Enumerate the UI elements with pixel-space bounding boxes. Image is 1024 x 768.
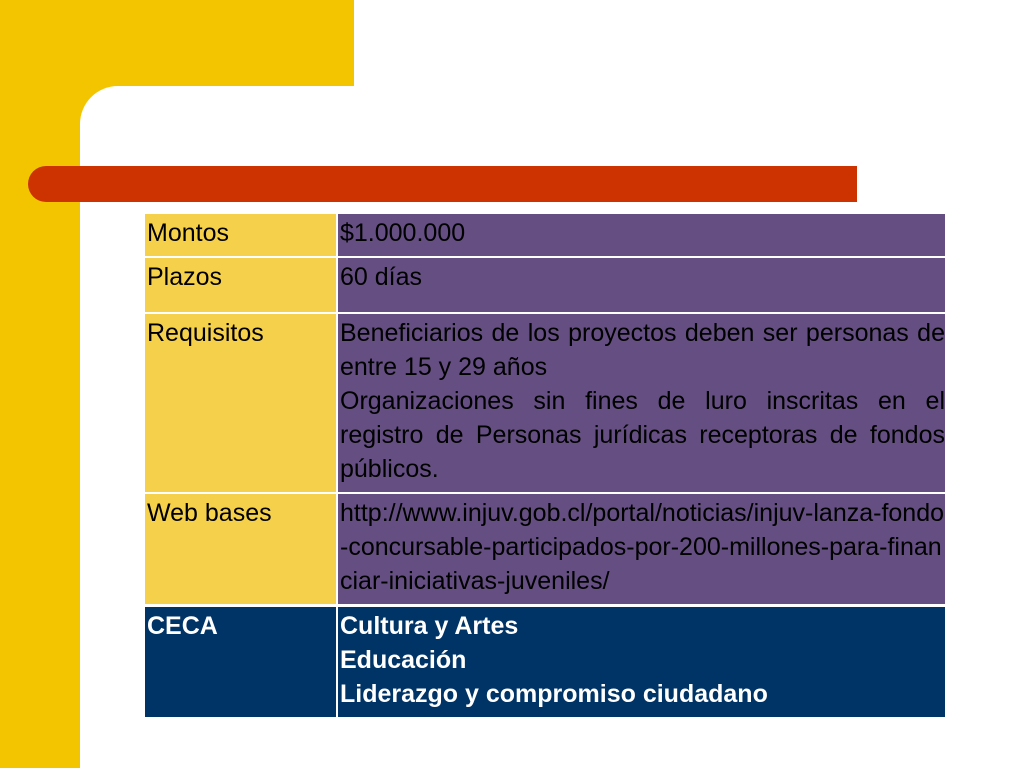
ceca-item: Liderazgo y compromiso ciudadano: [340, 680, 768, 708]
requisitos-paragraph-2: Organizaciones sin fines de luro inscritas en el registro de Personas jurídicas receptoras de fondos públicos.: [340, 387, 945, 483]
table-row-plazos: [144, 257, 946, 313]
ceca-label: CECA: [144, 606, 337, 719]
requisitos-value: [337, 313, 946, 493]
montos-value: $1.000.000: [337, 213, 946, 257]
web-bases-link[interactable]: http://www.injuv.gob.cl/portal/noticias/injuv-lanza-fondo-concursable-participados-por-200-millones-para-financiar-iniciativas-juveniles/: [337, 493, 946, 606]
red-title-bar: [28, 166, 857, 202]
requisitos-label: Requisitos: [144, 313, 337, 493]
table-row-montos: [144, 213, 946, 257]
ceca-item: Educación: [340, 646, 467, 674]
ceca-values: [337, 606, 946, 719]
info-table: [143, 212, 947, 719]
plazos-value: 60 días: [337, 257, 946, 313]
requisitos-paragraph-1: Beneficiarios de los proyectos deben ser personas de entre 15 y 29 años: [340, 319, 945, 381]
plazos-label: Plazos: [144, 257, 337, 313]
table-row-web-bases: [144, 493, 946, 606]
web-bases-label: Web bases: [144, 493, 337, 606]
montos-label: Montos: [144, 213, 337, 257]
ceca-item: Cultura y Artes: [340, 612, 519, 640]
table-row-requisitos: [144, 313, 946, 493]
table-row-ceca: [144, 606, 946, 719]
